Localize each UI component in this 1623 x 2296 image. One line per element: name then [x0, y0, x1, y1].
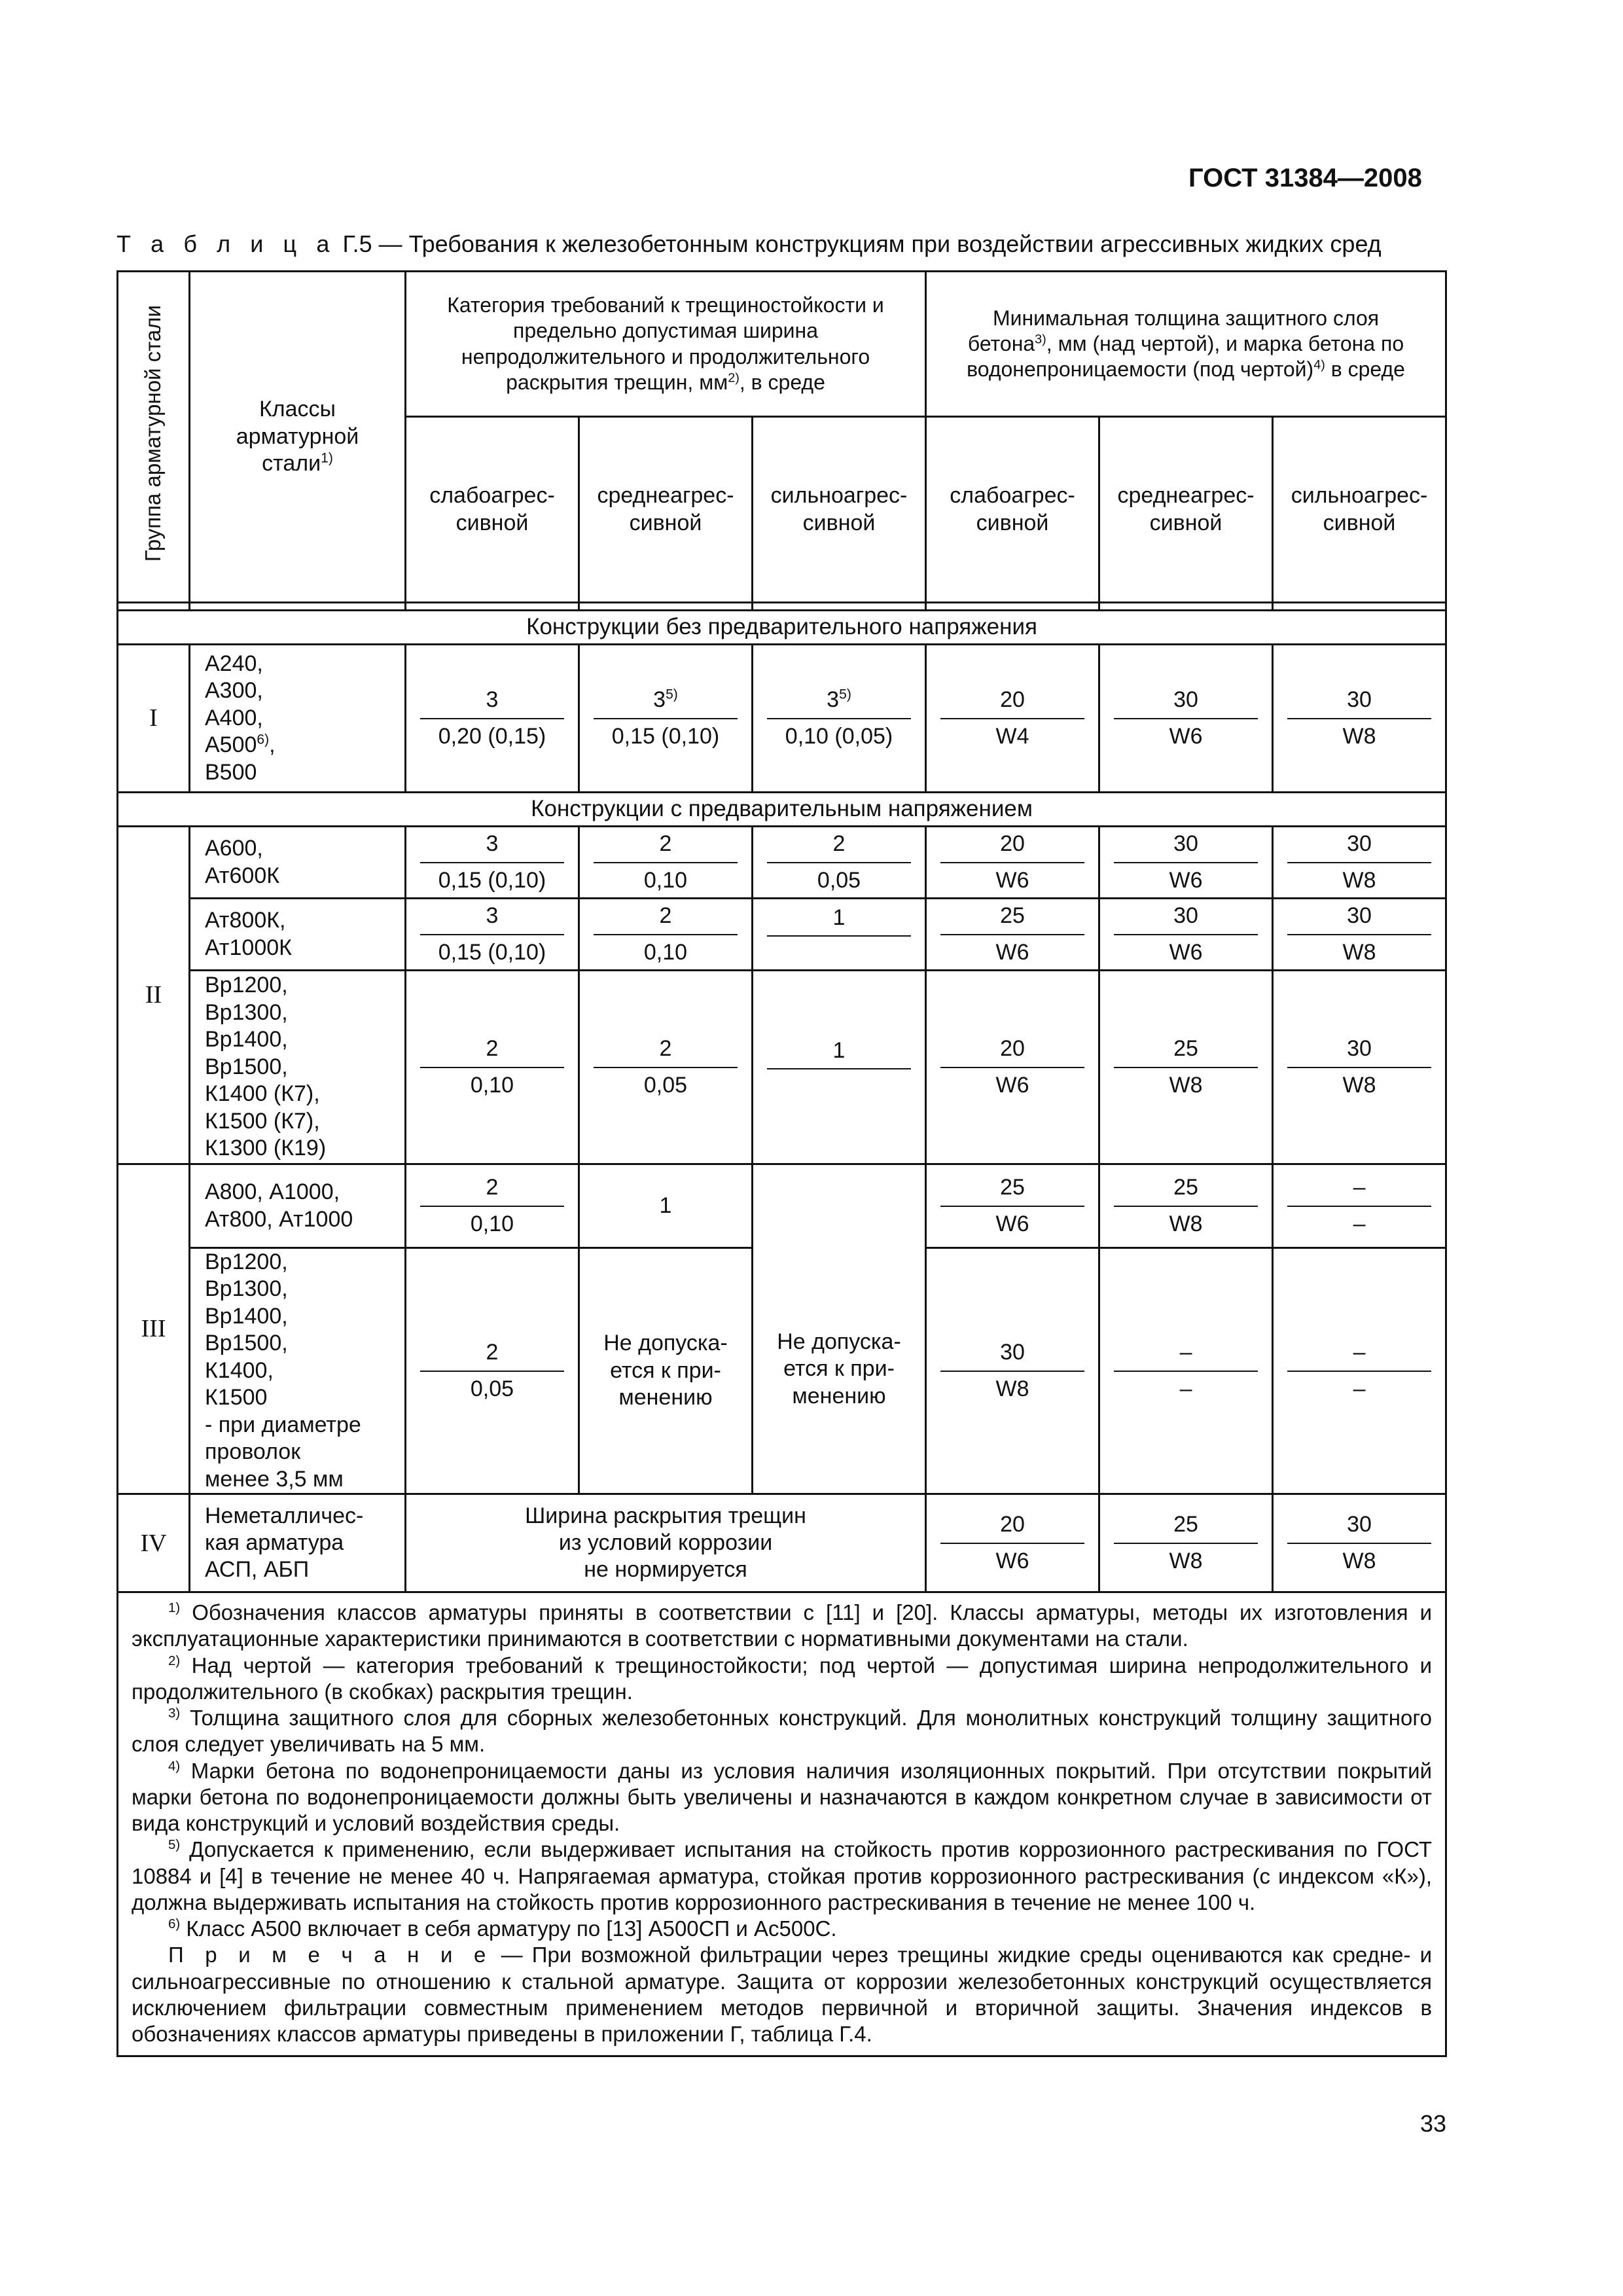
value-cell: 30 W6: [1099, 899, 1273, 971]
value-cell: 20 W6: [926, 827, 1099, 899]
value-cell: 30 W6: [1099, 827, 1273, 899]
crack-header-l3: непродолжительного и продолжительного: [461, 344, 870, 368]
classes-header-l1: Классы: [259, 397, 336, 422]
value-cell: – –: [1273, 1164, 1446, 1248]
classes-header: [190, 272, 406, 603]
value-cell: 25 W8: [1099, 971, 1273, 1164]
not-allowed-cell: Не допуска- ется к при- менению: [579, 1248, 753, 1494]
steel-classes: Ат800К, Ат1000К: [190, 899, 406, 971]
cover-header: [926, 272, 1446, 417]
notes-row: [118, 1592, 1446, 2056]
group-number: IV: [118, 1494, 190, 1592]
env-header-crack-medium: среднеагрес- сивной: [579, 417, 753, 603]
value-cell: 20 W4: [926, 645, 1099, 793]
value-cell: 30 W8: [926, 1248, 1099, 1494]
group-header-text: Группа арматурной стали: [141, 305, 166, 562]
section-row-prestress: [118, 793, 1446, 827]
value-cell: 2 0,10: [579, 899, 753, 971]
group-row-II-c: [118, 971, 1446, 1164]
requirements-table: [116, 270, 1447, 2057]
group-header: [118, 272, 190, 603]
footnote-6: $^{6)}$ Класс А500 включает в себя арматуру по [13] А500СП и Ас500С.: [168, 1916, 837, 1941]
value-cell: 25 W6: [926, 1164, 1099, 1248]
value-cell: 20 W6: [926, 971, 1099, 1164]
footnote-3: $^{3)}$ Толщина защитного слоя для сборных железобетонных конструкций. Для монолитных конструкций толщину защитного слоя следует увеличивать на 5 мм.: [132, 1706, 1433, 1757]
value-cell: 3 0,20 (0,15): [406, 645, 579, 793]
not-allowed-cell: Не допуска- ется к при- менению: [753, 1164, 926, 1494]
crack-header: [406, 272, 926, 417]
value-cell: 30 W6: [1099, 645, 1273, 793]
value-cell: 20 W6: [926, 1494, 1099, 1592]
footnote-1: $^{1)}$ Обозначения классов арматуры приняты в соответствии с [11] и [20]. Классы арматуры, методы их изготовления и эксплуатационные характеристики принимаются в соответствии с нормативными документами на стали.: [132, 1600, 1433, 1651]
footnote-4: $^{4)}$ Марки бетона по водонепроницаемости даны из условия наличия изоляционных покрытий. При отсутствии покрытий марки бетона по водонепроницаемости должны быть увеличены и назначаются в каждом конкретном случае в зависимости от вида конструкций и условий воздействия среды.: [132, 1758, 1433, 1836]
section-row-no-prestress: [118, 611, 1446, 645]
group-row-II-a: [118, 827, 1446, 899]
value-cell: 2 0,10: [579, 827, 753, 899]
value-cell: 30 W8: [1273, 645, 1446, 793]
value-cell: 25 W8: [1099, 1494, 1273, 1592]
value-cell: 1: [753, 971, 926, 1164]
page-header: ГОСТ 31384—2008: [1188, 164, 1422, 192]
footnote-5: $^{5)}$ Допускается к применению, если выдерживает испытания на стойкость против коррозионного растрескивания по ГОСТ 10884 и [4] в течение не менее 40 ч. Напрягаемая арматура, стойкая против коррозионного растрескивания (с индексом «К»), должна выдерживать испытания на стойкость против коррозионного растрескивания в течение не менее 100 ч.: [132, 1837, 1433, 1914]
cover-header-l2: бетона$^{3)}$, мм (над чертой), и марка бетона по: [967, 331, 1404, 355]
spacer-cell: [579, 603, 753, 611]
value-cell: 30 W8: [1273, 1494, 1446, 1592]
spacer-cell: [753, 603, 926, 611]
group-number: III: [118, 1164, 190, 1494]
spacer-cell: [1099, 603, 1273, 611]
cover-header-l3: водонепроницаемости (под чертой)$^{4)}$ в среде: [967, 357, 1405, 382]
notes-cell: [118, 1592, 1446, 2056]
cover-header-l1: Минимальная толщина защитного слоя: [992, 306, 1380, 330]
value-cell: 30 W8: [1273, 971, 1446, 1164]
value-cell: 2 0,10: [406, 1164, 579, 1248]
env-header-cover-strong: сильноагрес- сивной: [1273, 417, 1446, 603]
table-caption: [116, 230, 1382, 258]
group-number: II: [118, 827, 190, 1164]
steel-classes: А240, А300, А400, А500$^{6)}$, В500: [190, 645, 406, 793]
value-cell: 1: [579, 1164, 753, 1248]
caption-label: Т а б л и ц а: [116, 230, 336, 257]
spacer-cell: [926, 603, 1099, 611]
caption-number: Г.5: [342, 230, 372, 257]
spacer-row: [118, 603, 1446, 611]
header-row-1: [118, 272, 1446, 417]
steel-classes: Неметалличес- кая арматура АСП, АБП: [190, 1494, 406, 1592]
steel-classes: Вр1200, Вр1300, Вр1400, Вр1500, К1400 (К7), К1500 (К7), К1300 (К19): [190, 971, 406, 1164]
env-header-crack-weak: слабоагрес- сивной: [406, 417, 579, 603]
remark: П р и м е ч а н и е — При возможной фильтрации через трещины жидкие среды оцениваются как средне- и сильноагрессивные по отношению к стальной арматуре. Защита от коррозии железобетонных конструкций осуществляется исключением фильтрации совместным применением методов первичной и вторичной защиты. Значения индексов в обозначениях классов арматуры приведены в приложении Г, таблица Г.4.: [132, 1943, 1433, 2047]
group-number: I: [118, 645, 190, 793]
value-cell: – –: [1099, 1248, 1273, 1494]
value-cell: 2 0,10: [406, 971, 579, 1164]
crack-not-normed-cell: Ширина раскрытия трещин из условий коррозии не нормируется: [406, 1494, 926, 1592]
value-cell: 2 0,05: [753, 827, 926, 899]
env-header-crack-strong: сильноагрес- сивной: [753, 417, 926, 603]
value-cell: 3 0,15 (0,10): [406, 827, 579, 899]
section-title: Конструкции с предварительным напряжением: [118, 793, 1446, 827]
spacer-cell: [1273, 603, 1446, 611]
steel-classes: А600, Ат600К: [190, 827, 406, 899]
value-cell: 25 W8: [1099, 1164, 1273, 1248]
group-row-I: [118, 645, 1446, 793]
spacer-cell: [118, 603, 190, 611]
env-header-cover-medium: среднеагрес- сивной: [1099, 417, 1273, 603]
steel-classes: А800, А1000, Ат800, Ат1000: [190, 1164, 406, 1248]
spacer-cell: [190, 603, 406, 611]
value-cell: 2 0,05: [579, 971, 753, 1164]
steel-classes: Вр1200, Вр1300, Вр1400, Вр1500, К1400, К1500 - при диаметре проволок менее 3,5 мм: [190, 1248, 406, 1494]
value-cell: 2 0,05: [406, 1248, 579, 1494]
value-cell: 30 W8: [1273, 899, 1446, 971]
value-cell: 3 0,15 (0,10): [406, 899, 579, 971]
footnote-2: $^{2)}$ Над чертой — категория требований к трещиностойкости; под чертой — допустимая ширина непродолжительного и продолжительного (в скобках) раскрытия трещин.: [132, 1653, 1433, 1704]
caption-title: — Требования к железобетонным конструкциям при воздействии агрессивных жидких сред: [378, 230, 1382, 257]
crack-header-l2: предельно допустимая ширина: [513, 319, 819, 343]
group-row-II-b: [118, 899, 1446, 971]
page-number: 33: [1419, 2110, 1446, 2137]
classes-header-l2: арматурной: [236, 423, 359, 449]
value-cell: 1: [753, 899, 926, 971]
classes-header-l3: стали$^{1)}$: [262, 450, 333, 476]
section-title: Конструкции без предварительного напряжения: [118, 611, 1446, 645]
value-cell: 3$^{5)}$ 0,10 (0,05): [753, 645, 926, 793]
crack-header-l4: раскрытия трещин, $мм^{2)}$, в среде: [506, 370, 825, 394]
env-header-cover-weak: слабоагрес- сивной: [926, 417, 1099, 603]
value-cell: 25 W6: [926, 899, 1099, 971]
crack-header-l1: Категория требований к трещиностойкости и: [447, 293, 884, 317]
value-cell: 3$^{5)}$ 0,15 (0,10): [579, 645, 753, 793]
value-cell: – –: [1273, 1248, 1446, 1494]
group-row-III-a: [118, 1164, 1446, 1248]
spacer-cell: [406, 603, 579, 611]
group-row-IV: [118, 1494, 1446, 1592]
value-cell: 30 W8: [1273, 827, 1446, 899]
